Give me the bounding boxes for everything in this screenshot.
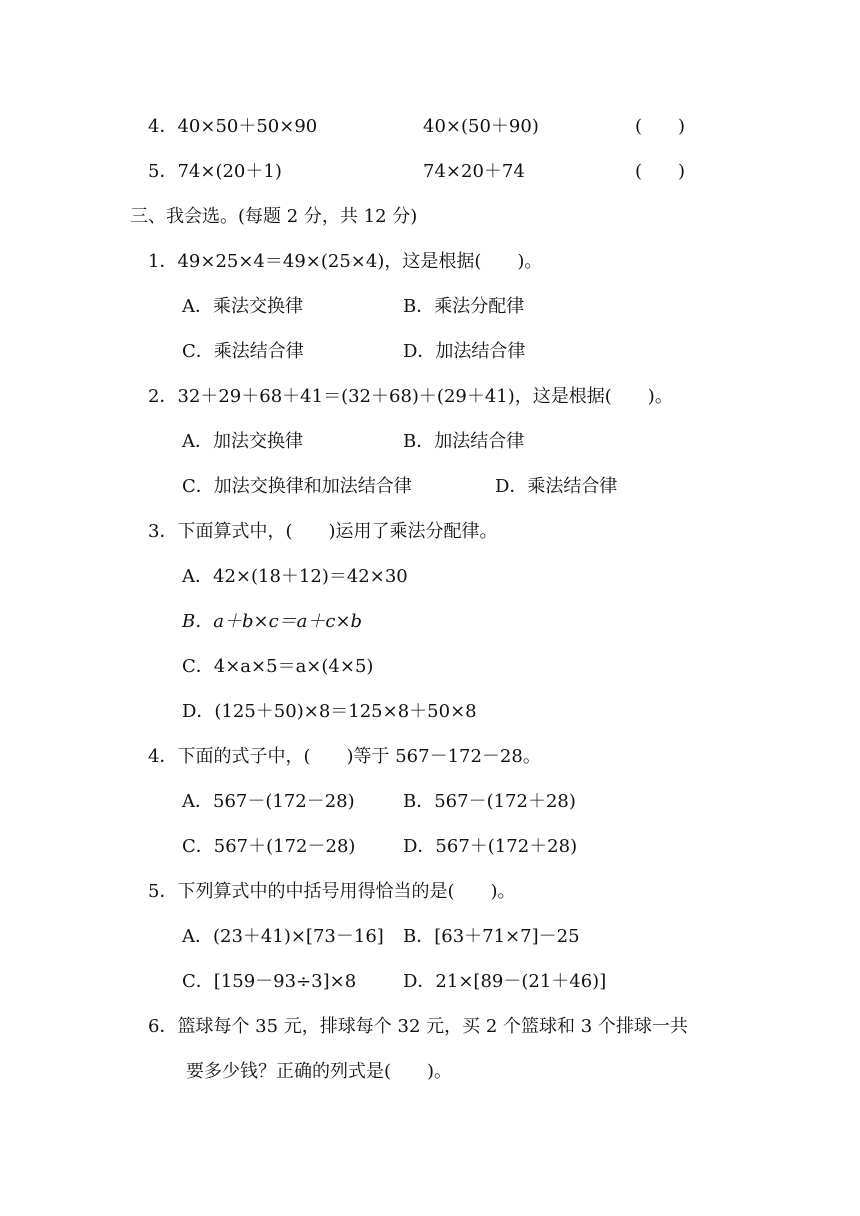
question-1-option-a[interactable]: A．乘法交换律 bbox=[182, 296, 303, 317]
question-1-option-c[interactable]: C．乘法结合律 bbox=[182, 341, 304, 362]
question-4-option-b[interactable]: B．567－(172＋28) bbox=[403, 791, 576, 812]
compare-item-5-left: 5．74×(20＋1) bbox=[148, 161, 282, 182]
question-2-stem: 2．32＋29＋68＋41＝(32＋68)＋(29＋41)，这是根据( )。 bbox=[148, 386, 673, 407]
compare-item-4-blank[interactable]: ( ) bbox=[635, 116, 686, 137]
question-1-option-d[interactable]: D．加法结合律 bbox=[403, 341, 526, 362]
question-6-stem: 6．篮球每个 35 元，排球每个 32 元，买 2 个篮球和 3 个排球一共 bbox=[148, 1016, 688, 1037]
section-3-title: 三、我会选。(每题 2 分，共 12 分) bbox=[130, 206, 418, 227]
question-3-option-d[interactable]: D．(125＋50)×8＝125×8＋50×8 bbox=[182, 701, 477, 722]
question-1-option-b[interactable]: B．乘法分配律 bbox=[403, 296, 525, 317]
question-4-stem: 4．下面的式子中，( )等于 567－172－28。 bbox=[148, 746, 541, 767]
question-5-option-b[interactable]: B．[63＋71×7]－25 bbox=[403, 926, 580, 947]
question-2-option-c[interactable]: C．加法交换律和加法结合律 bbox=[182, 476, 412, 497]
question-5-stem: 5．下列算式中的中括号用得恰当的是( )。 bbox=[148, 881, 516, 902]
question-4-option-a[interactable]: A．567－(172－28) bbox=[182, 791, 355, 812]
question-1-stem: 1．49×25×4＝49×(25×4)，这是根据( )。 bbox=[148, 251, 543, 272]
question-3-option-b[interactable]: B．a＋b×c＝a＋c×b bbox=[182, 611, 363, 632]
question-6-stem-continued: 要多少钱？正确的列式是( )。 bbox=[186, 1061, 453, 1082]
question-3-stem: 3．下面算式中，( )运用了乘法分配律。 bbox=[148, 521, 498, 542]
question-2-option-a[interactable]: A．加法交换律 bbox=[182, 431, 303, 452]
question-3-option-c[interactable]: C．4×a×5＝a×(4×5) bbox=[182, 656, 374, 677]
question-5-option-c[interactable]: C．[159－93÷3]×8 bbox=[182, 971, 357, 992]
question-5-option-a[interactable]: A．(23＋41)×[73－16] bbox=[182, 926, 384, 947]
question-4-option-d[interactable]: D．567＋(172＋28) bbox=[403, 836, 578, 857]
compare-item-5-right: 74×20＋74 bbox=[423, 161, 525, 182]
question-2-option-b[interactable]: B．加法结合律 bbox=[403, 431, 525, 452]
question-2-option-d[interactable]: D．乘法结合律 bbox=[495, 476, 618, 497]
question-4-option-c[interactable]: C．567＋(172－28) bbox=[182, 836, 356, 857]
compare-item-5-blank[interactable]: ( ) bbox=[635, 161, 686, 182]
compare-item-4-left: 4．40×50＋50×90 bbox=[148, 116, 318, 137]
question-5-option-d[interactable]: D．21×[89－(21＋46)] bbox=[403, 971, 607, 992]
compare-item-4-right: 40×(50＋90) bbox=[423, 116, 539, 137]
question-3-option-a[interactable]: A．42×(18＋12)＝42×30 bbox=[182, 566, 408, 587]
